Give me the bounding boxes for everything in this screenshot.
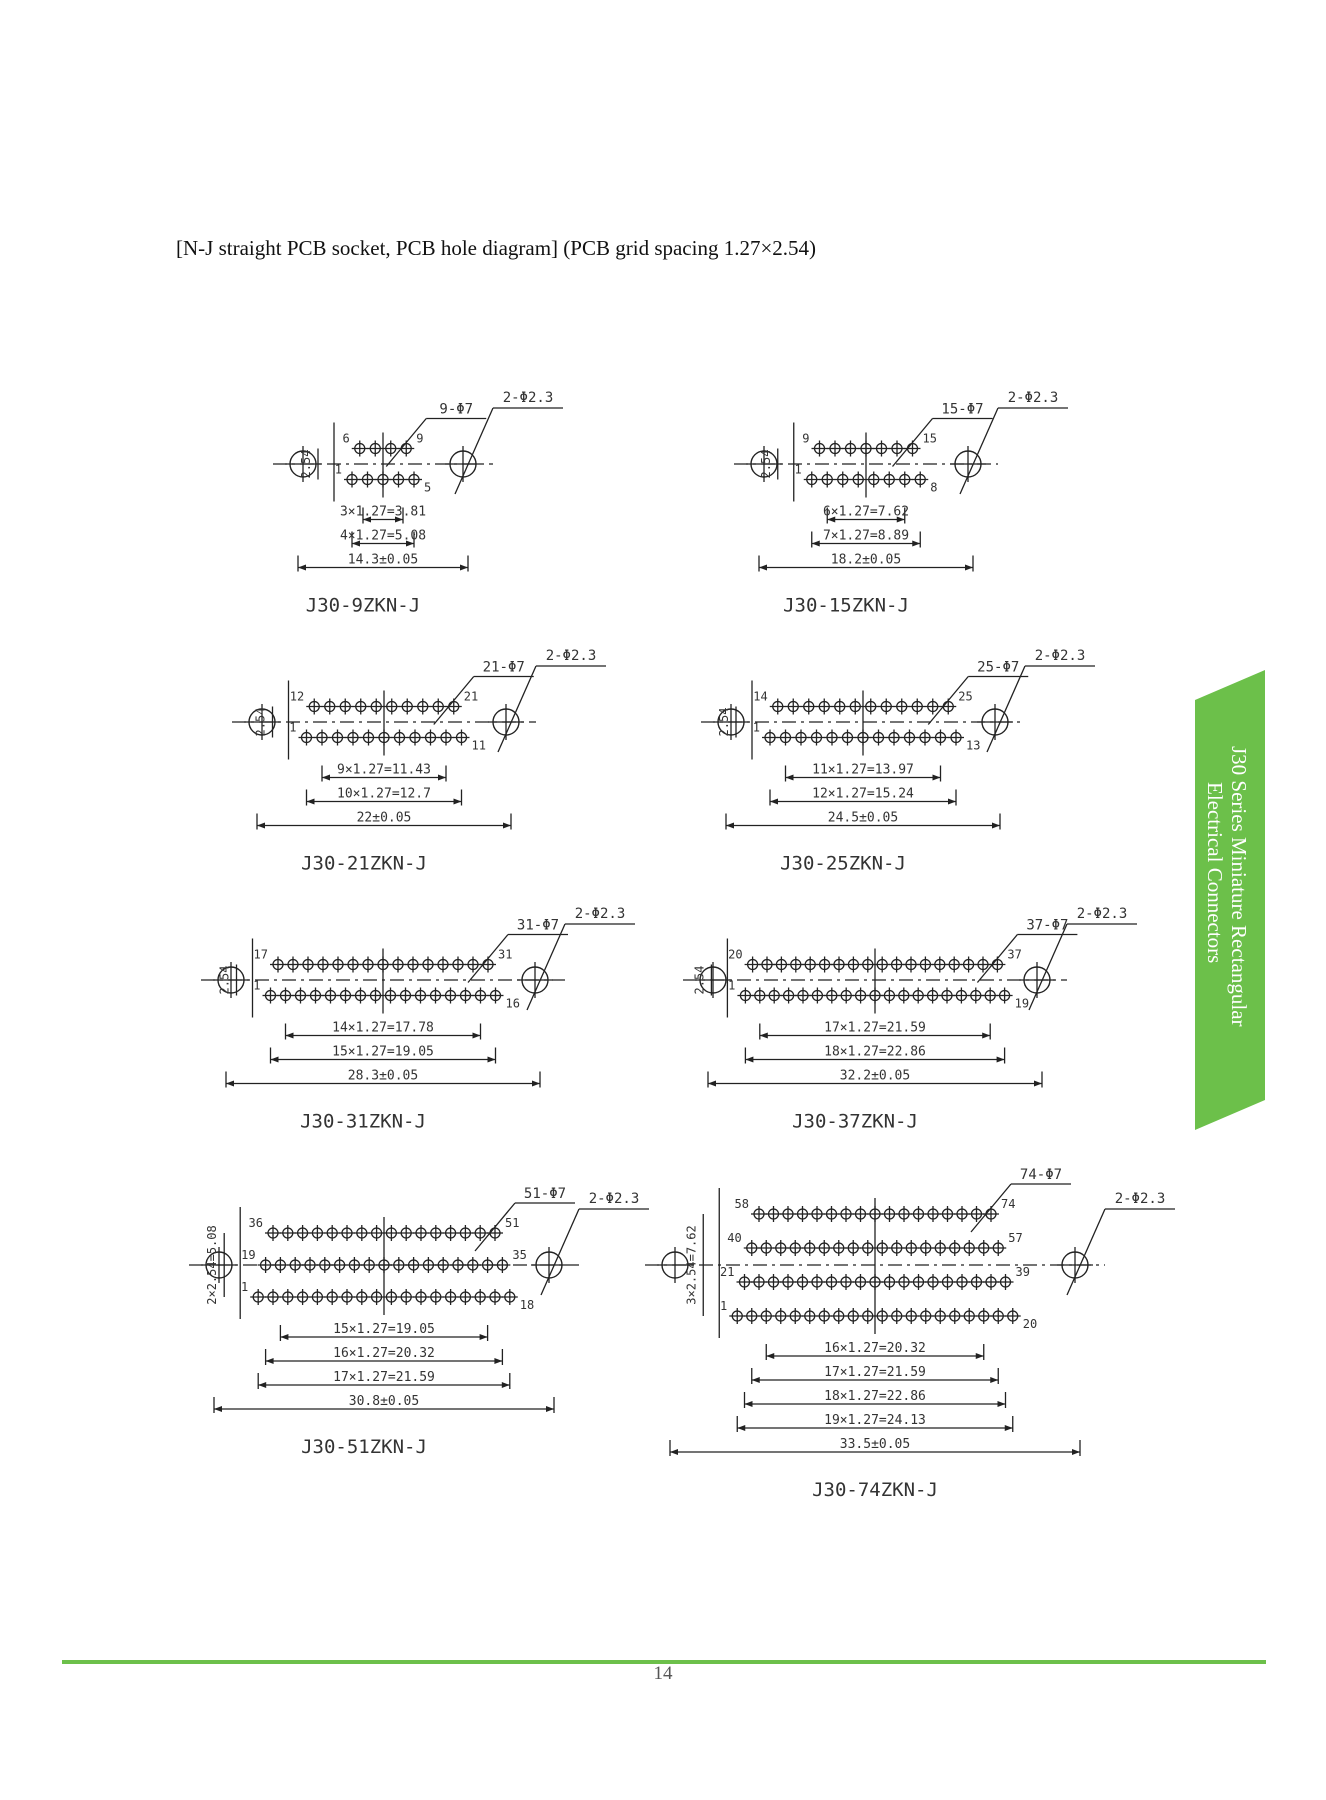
pin-number-end: 57 — [1008, 1231, 1023, 1245]
dimension-arrow — [982, 1033, 990, 1039]
dimension-label: 3×1.27=3.81 — [339, 504, 427, 520]
vertical-dimension-label: 2.54 — [299, 449, 313, 479]
dimension-label: 30.8±0.05 — [348, 1394, 420, 1409]
pin-number-end: 15 — [922, 431, 937, 446]
mount-callout-label: 2-Φ2.3 — [1034, 648, 1086, 664]
pin-number-end: 16 — [505, 996, 520, 1011]
pin-number-start: 1 — [289, 720, 297, 735]
pin-number-start: 1 — [253, 978, 261, 993]
pin-number-start: 19 — [241, 1248, 256, 1262]
pin-number-start: 17 — [253, 947, 268, 962]
pin-number-start: 58 — [734, 1197, 749, 1211]
dimension-arrow — [976, 1353, 984, 1359]
dimension-arrow — [998, 1401, 1006, 1407]
dimension-arrow — [933, 775, 941, 781]
dimension-arrow — [454, 799, 462, 805]
dimension-label: 18.2±0.05 — [830, 552, 902, 568]
vertical-dimension-label: 2.54 — [253, 707, 268, 737]
dimension-arrow — [257, 823, 265, 829]
dimension-arrow — [258, 1382, 266, 1388]
dimension-label: 14×1.27=17.78 — [332, 1020, 434, 1036]
dimension-arrow — [745, 1057, 753, 1063]
dimension-arrow — [1072, 1449, 1080, 1455]
dimension-arrow — [494, 1358, 502, 1364]
dimension-arrow — [745, 1401, 753, 1407]
dimension-arrow — [503, 823, 511, 829]
pin-number-start: 21 — [720, 1265, 735, 1279]
pin-number-start: 6 — [342, 431, 350, 446]
dimension-label: 17×1.27=21.59 — [824, 1365, 926, 1380]
dimension-arrow — [214, 1406, 222, 1412]
vertical-dimension-label: 2.54 — [717, 707, 731, 737]
dimension-arrow — [786, 775, 794, 781]
drawing-title: J30-74ZKN-J — [812, 1479, 938, 1501]
pin-callout-label: 74-Φ7 — [1019, 1167, 1063, 1183]
drawing-15 — [734, 390, 1068, 617]
dimension-label: 9×1.27=11.43 — [337, 762, 431, 778]
dimension-label: 11×1.27=13.97 — [812, 762, 914, 778]
dimension-label: 6×1.27=7.62 — [822, 504, 910, 520]
pin-callout-label: 37-Φ7 — [1026, 917, 1069, 934]
pin-number-end: 8 — [930, 480, 938, 495]
dimension-arrow — [1034, 1081, 1042, 1087]
dimension-arrow — [271, 1057, 279, 1063]
dimension-arrow — [948, 799, 956, 805]
dimension-label: 12×1.27=15.24 — [812, 786, 914, 802]
dimension-arrow — [670, 1449, 678, 1455]
dimension-arrow — [438, 775, 446, 781]
pin-number-start: 14 — [753, 689, 768, 704]
pin-number-end: 11 — [471, 738, 486, 753]
pin-number-end: 13 — [966, 738, 981, 753]
mount-callout-label: 2-Φ2.3 — [588, 1191, 640, 1207]
drawing-74 — [645, 1167, 1175, 1501]
dimension-arrow — [770, 799, 778, 805]
dimension-label: 17×1.27=21.59 — [824, 1020, 926, 1036]
drawing-51 — [189, 1186, 649, 1458]
mount-callout-label: 2-Φ2.3 — [574, 906, 626, 922]
dimension-label: 18×1.27=22.86 — [824, 1044, 926, 1060]
pin-number-end: 37 — [1007, 947, 1022, 962]
dimension-arrow — [812, 541, 820, 547]
pin-number-start: 1 — [720, 1299, 728, 1313]
pin-number-end: 25 — [958, 689, 973, 704]
pin-number-end: 51 — [505, 1216, 520, 1230]
pin-callout-label: 31-Φ7 — [516, 917, 560, 934]
drawing-title: J30-9ZKN-J — [305, 594, 421, 617]
dimension-arrow — [912, 541, 920, 547]
dimension-label: 32.2±0.05 — [839, 1068, 911, 1084]
side-tab-line-1: J30 Series Miniature Rectangular — [1227, 746, 1251, 1027]
pin-callout-label: 25-Φ7 — [977, 659, 1020, 676]
pin-number-start: 36 — [248, 1216, 263, 1230]
page-heading: [N-J straight PCB socket, PCB hole diagram] (PCB grid spacing 1.27×2.54) — [176, 236, 817, 260]
mount-callout-label: 2-Φ2.3 — [1076, 906, 1128, 922]
pin-number-end: 9 — [416, 431, 424, 446]
mount-callout-label: 2-Φ2.3 — [1114, 1191, 1166, 1207]
dimension-label: 10×1.27=12.7 — [337, 786, 431, 802]
dimension-arrow — [286, 1033, 294, 1039]
pin-number-start: 20 — [728, 947, 743, 962]
dimension-arrow — [480, 1334, 488, 1340]
dimension-arrow — [322, 775, 330, 781]
dimension-label: 4×1.27=5.08 — [339, 528, 427, 544]
drawing-title: J30-15ZKN-J — [783, 594, 909, 617]
pin-number-end: 35 — [512, 1248, 527, 1262]
dimension-arrow — [965, 565, 973, 571]
pin-callout-label: 9-Φ7 — [439, 401, 474, 418]
drawing-title: J30-31ZKN-J — [300, 1110, 426, 1133]
pin-callout-label: 21-Φ7 — [482, 659, 525, 676]
drawing-31 — [201, 906, 635, 1133]
dimension-arrow — [752, 1377, 760, 1383]
dimension-arrow — [307, 799, 315, 805]
dimension-arrow — [708, 1081, 716, 1087]
side-tab-label — [1195, 670, 1265, 1130]
dimension-arrow — [266, 1358, 274, 1364]
pin-number-start: 40 — [727, 1231, 742, 1245]
dimension-arrow — [473, 1033, 481, 1039]
dimension-label: 7×1.27=8.89 — [822, 528, 910, 544]
side-tab-line-2: Electrical Connectors — [1203, 782, 1227, 964]
pin-number-start: 1 — [240, 1280, 249, 1294]
dimension-arrow — [546, 1406, 554, 1412]
dimension-arrow — [298, 565, 306, 571]
pin-callout-label: 51-Φ7 — [523, 1186, 567, 1202]
pin-number-end: 21 — [463, 689, 479, 704]
pin-number-start: 1 — [752, 720, 760, 735]
vertical-dimension-label: 2×2.54=5.08 — [205, 1225, 220, 1305]
pin-number-end: 39 — [1015, 1265, 1030, 1279]
dimension-label: 19×1.27=24.13 — [824, 1413, 926, 1428]
mount-callout-label: 2-Φ2.3 — [1007, 390, 1059, 406]
pin-number-start: 1 — [794, 462, 802, 477]
drawing-title: J30-21ZKN-J — [301, 852, 427, 875]
mount-callout-label: 2-Φ2.3 — [502, 390, 554, 406]
dimension-arrow — [760, 1033, 768, 1039]
dimension-label: 33.5±0.05 — [839, 1437, 911, 1452]
pin-callout-label: 15-Φ7 — [941, 401, 984, 418]
dimension-label: 15×1.27=19.05 — [333, 1322, 435, 1337]
dimension-label: 14.3±0.05 — [347, 552, 419, 568]
drawing-title: J30-51ZKN-J — [301, 1436, 427, 1458]
pin-number-start: 1 — [728, 978, 736, 993]
drawing-9 — [273, 390, 563, 617]
dimension-label: 16×1.27=20.32 — [333, 1346, 435, 1361]
pin-number-start: 1 — [334, 462, 342, 477]
dimension-label: 22±0.05 — [356, 810, 412, 826]
dimension-label: 18×1.27=22.86 — [824, 1389, 926, 1404]
dimension-arrow — [726, 823, 734, 829]
dimension-arrow — [1005, 1425, 1013, 1431]
pin-number-end: 5 — [424, 480, 432, 495]
drawing-21 — [232, 648, 606, 875]
drawing-37 — [683, 906, 1137, 1133]
dimension-label: 16×1.27=20.32 — [824, 1341, 926, 1356]
vertical-dimension-label: 2.54 — [692, 965, 707, 995]
dimension-arrow — [280, 1334, 288, 1340]
pin-number-start: 9 — [802, 431, 810, 446]
dimension-arrow — [460, 565, 468, 571]
vertical-dimension-label: 2.54 — [758, 449, 773, 479]
vertical-dimension-label: 3×2.54=7.62 — [684, 1225, 699, 1305]
dimension-arrow — [226, 1081, 234, 1087]
dimension-arrow — [992, 823, 1000, 829]
drawing-title: J30-37ZKN-J — [792, 1110, 918, 1133]
pin-number-end: 20 — [1022, 1317, 1038, 1331]
pin-number-end: 18 — [519, 1298, 535, 1312]
dimension-arrow — [766, 1353, 774, 1359]
pin-number-end: 31 — [498, 947, 513, 962]
pin-number-start: 12 — [289, 689, 305, 704]
dimension-arrow — [990, 1377, 998, 1383]
dimension-label: 24.5±0.05 — [827, 810, 899, 826]
dimension-arrow — [488, 1057, 496, 1063]
dimension-label: 15×1.27=19.05 — [332, 1044, 434, 1060]
vertical-dimension-label: 2.54 — [217, 965, 232, 995]
pin-number-end: 74 — [1001, 1197, 1016, 1211]
page-number: 14 — [653, 1663, 673, 1684]
dimension-arrow — [759, 565, 767, 571]
dimension-arrow — [532, 1081, 540, 1087]
dimension-arrow — [997, 1057, 1005, 1063]
drawing-25 — [701, 648, 1095, 875]
dimension-arrow — [502, 1382, 510, 1388]
drawing-title: J30-25ZKN-J — [780, 852, 906, 875]
pin-number-end: 19 — [1014, 996, 1030, 1011]
dimension-label: 28.3±0.05 — [347, 1068, 419, 1084]
mount-callout-label: 2-Φ2.3 — [545, 648, 597, 664]
dimension-label: 17×1.27=21.59 — [333, 1370, 435, 1385]
dimension-arrow — [737, 1425, 745, 1431]
